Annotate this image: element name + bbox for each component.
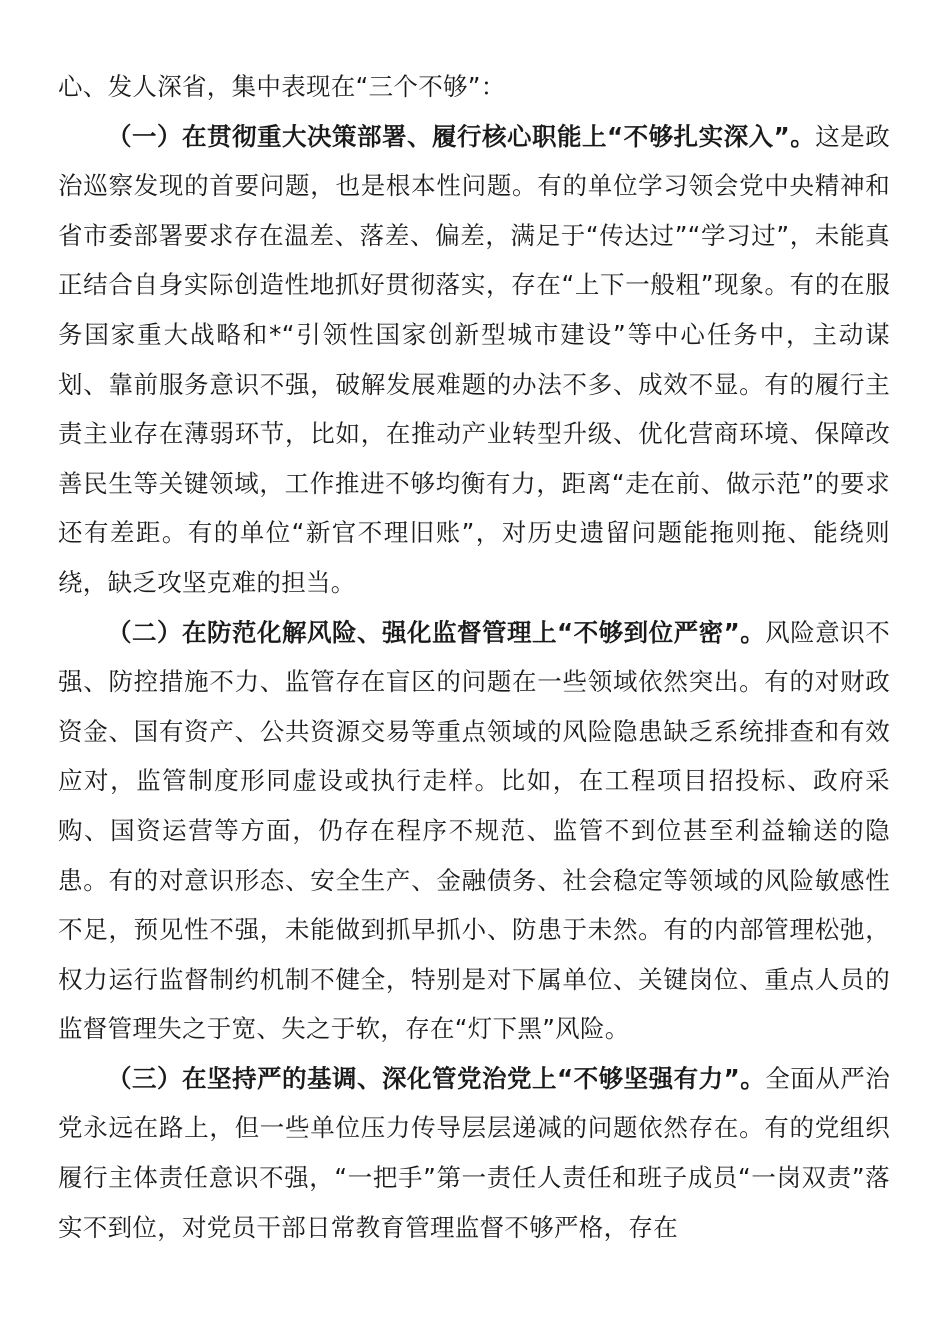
section-2-paragraph: [58, 608, 890, 1054]
section-1-heading: （一）在贯彻重大决策部署、履行核心职能上“不够扎实深入”。: [107, 121, 816, 151]
section-1-body: 这是政治巡察发现的首要问题，也是根本性问题。有的单位学习领会党中央精神和省市委部署要求存在温差、落差、偏差，满足于“传达过”“学习过”，未能真正结合自身实际创造性地抓好贯彻落实，存在“上下一般粗”现象。有的在服务国家重大战略和*“引领性国家创新型城市建设”等中心任务中，主动谋划、靠前服务意识不强，破解发展难题的办法不多、成效不显。有的履行主责主业存在薄弱环节，比如，在推动产业转型升级、优化营商环境、保障改善民生等关键领域，工作推进不够均衡有力，距离“走在前、做示范”的要求还有差距。有的单位“新官不理旧账”，对历史遗留问题能拖则拖、能绕则绕，缺乏攻坚克难的担当。: [58, 121, 891, 597]
section-1-paragraph: [58, 112, 890, 608]
document-page: [58, 62, 890, 1252]
section-2-heading: （二）在防范化解风险、强化监督管理上“不够到位严密”。: [107, 617, 766, 647]
section-2-body: 风险意识不强、防控措施不力、监管存在盲区的问题在一些领域依然突出。有的对财政资金、国有资产、公共资源交易等重点领域的风险隐患缺乏系统排查和有效应对，监管制度形同虚设或执行走样。比如，在工程项目招投标、政府采购、国资运营等方面，仍存在程序不规范、监管不到位甚至利益输送的隐患。有的对意识形态、安全生产、金融债务、社会稳定等领域的风险敏感性不足，预见性不强，未能做到抓早抓小、防患于未然。有的内部管理松弛，权力运行监督制约机制不健全，特别是对下属单位、关键岗位、重点人员的监督管理失之于宽、失之于软，存在“灯下黑”风险。: [58, 617, 891, 1044]
intro-paragraph: 心、发人深省，集中表现在“三个不够”：: [58, 72, 506, 101]
section-3-paragraph: [58, 1054, 890, 1252]
section-3-heading: （三）在坚持严的基调、深化管党治党上“不够坚强有力”。: [107, 1063, 766, 1093]
section-3-body: 全面从严治党永远在路上，但一些单位压力传导层层递减的问题依然存在。有的党组织履行主体责任意识不强，“一把手”第一责任人责任和班子成员“一岗双责”落实不到位，对党员干部日常教育管理监督不够严格，存在: [58, 1063, 891, 1242]
